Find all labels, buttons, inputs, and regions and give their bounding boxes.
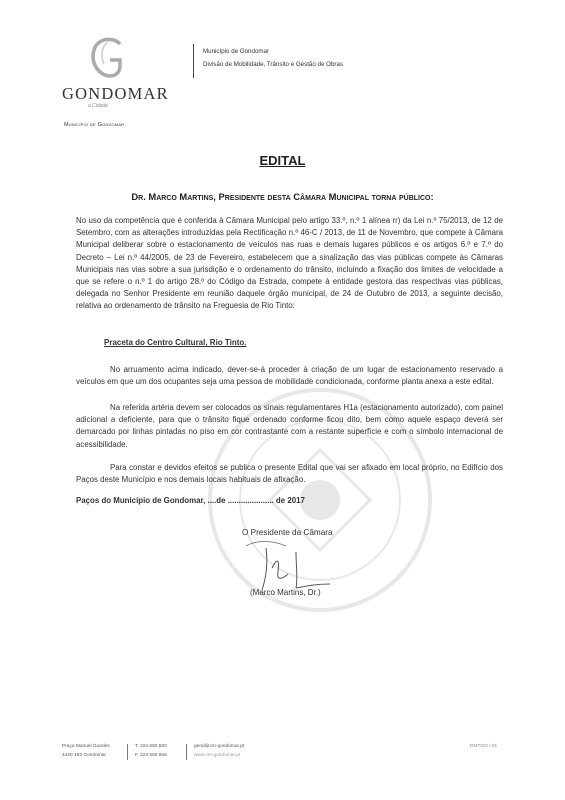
footer-address-line2: 4420 193 Gondomar <box>62 753 107 758</box>
gondomar-logo-icon <box>86 34 130 82</box>
section-title: Praceta do Centro Cultural, Rio Tinto. <box>104 338 247 347</box>
header-division: Divisão de Mobilidade, Trânsito e Gestão de Obras <box>203 61 343 68</box>
logo-tagline: a Cidade <box>88 103 109 109</box>
footer-divider <box>127 744 128 760</box>
footer-website[interactable]: www.cm-gondomar.pt <box>194 753 241 758</box>
page-title: EDITAL <box>259 153 306 168</box>
header-divider <box>193 44 194 78</box>
municipio-label: Município de Gondomar <box>64 122 125 128</box>
date-line: Paços do Município de Gondomar, ....de ..................... de 2017 <box>76 496 305 505</box>
signature-name: (Marco Martins, Dr.) <box>250 588 321 597</box>
header-municipio: Município de Gondomar <box>203 48 270 55</box>
intro-paragraph: No uso da competência que é conferida à Câmara Municipal pelo artigo 33.º, n.º 1 alínea rr) da Lei n.º 75/2013, de 12 de Setembro, com as alterações introduzidas pela Rectificação n.º 46-C / 2013, de 11 de Novembro, que compete à Câmara Municipal deliberar sobre o estacionamento de veículos nas ruas e demais lugares públicos e os artigos 6.º e 7.º do Decreto – Lei n.º 44/2005, de 23 de Fevereiro, estabelecem que a sinalização das vias públicas compete às Câmaras Municipais nas vias sobre a sua jurisdição e o ordenamento do trânsito, incluindo a fixação dos limites de velocidade a que se refere o n.º 1 do artigo 28.º do Código da Estrada, compete à entidade gestora das respectivas vias públicas, delegada no Senhor Presidente em reunião daquele órgão municipal, de 24 de Outubro de 2013, a seguinte decisão, relativa ao ordenamento de trânsito na Freguesia de Rio Tinto: <box>76 216 503 311</box>
footer-email[interactable]: geral@cm-gondomar.pt <box>194 744 245 749</box>
publication-paragraph: Para constar e devidos efeitos se publica o presente Edital que vai ser afixado em local próprio, no Edifício dos Paços deste Município e nos demais locais habituais de afixação. <box>76 463 503 485</box>
footer-address-line1: Praça Manuel Guedes <box>62 744 110 749</box>
signage-paragraph: Na referida artéria devem ser colocados os sinais regulamentares H1a (estacionamento autorizado), com painel adicional a deficiente, para que o trânsito fique ordenado conforme ficou dito, bem como aquele espaço deverá ser demarcado por linhas pintadas no piso em cor contrastante com a restante superfície e com o símbolo internacional de acessibilidade. <box>76 403 503 449</box>
footer-fax: F. 224 660 566 <box>135 753 167 758</box>
footer-phone: T. 224 660 500 <box>135 744 167 749</box>
decision-paragraph: No arruamento acima indicado, dever-se-á proceder à criação de um lugar de estacionamento reservado a veículos em que um dos ocupantes seja uma pessoa de mobilidade condicionada, conforme planta anexa a este edital. <box>76 365 503 387</box>
page-subtitle: Dr. Marco Martins, Presidente desta Câmara Municipal torna público: <box>131 191 434 202</box>
footer-divider <box>186 744 187 760</box>
document-code: DMTGO / 01 <box>470 744 498 749</box>
signature-role: O Presidente da Câmara <box>242 528 333 537</box>
logo-wordmark: GONDOMAR <box>62 84 169 103</box>
